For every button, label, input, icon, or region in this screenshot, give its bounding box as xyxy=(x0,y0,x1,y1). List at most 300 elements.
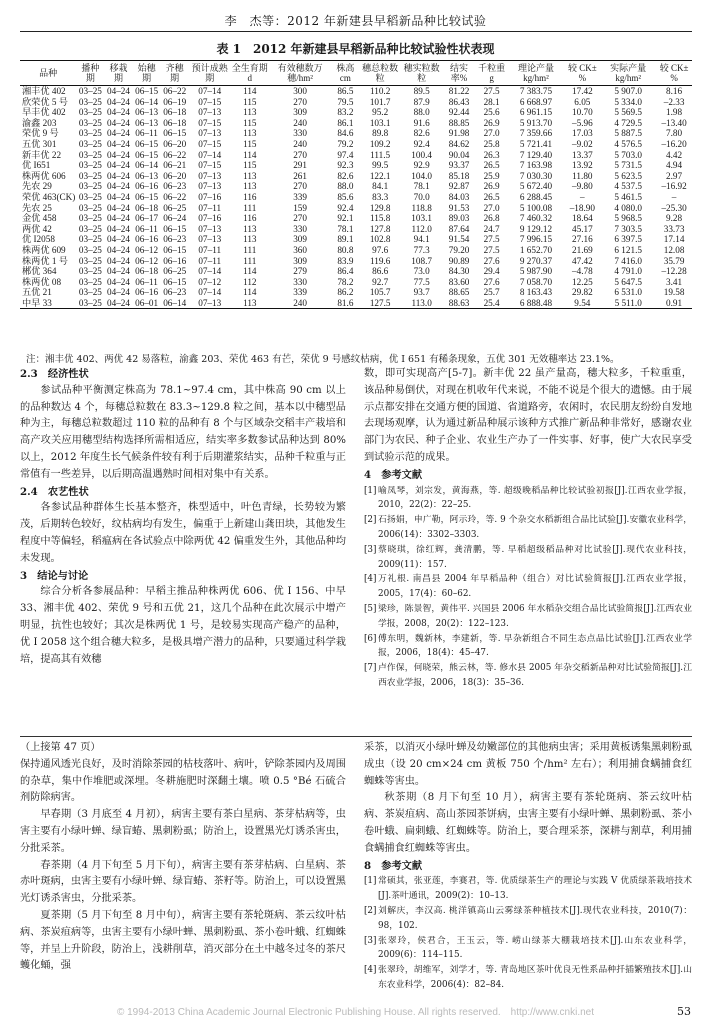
table-cell: 4 576.5 xyxy=(614,138,642,149)
table-cell: 27.0 xyxy=(483,128,500,139)
table-cell: 6 397.5 xyxy=(614,234,642,245)
table-cell: 92.7 xyxy=(372,276,389,287)
table-cell: 06–16 xyxy=(135,181,159,192)
table-cell: –16.92 xyxy=(661,181,687,192)
table-row xyxy=(20,160,692,171)
table-cell: 5 887.5 xyxy=(614,128,642,139)
table-cell: 87.64 xyxy=(448,223,470,234)
table-cell: 115 xyxy=(243,160,257,171)
table-cell: 07–12 xyxy=(198,276,222,287)
table-cell: 6 531.0 xyxy=(614,287,642,298)
table-cell: 261 xyxy=(293,170,307,181)
table-cell: 07–11 xyxy=(198,255,222,266)
table-cell: 4.94 xyxy=(666,160,683,171)
continued-from-label: （上接第 47 页） xyxy=(20,742,101,753)
table-cell: 118.8 xyxy=(411,202,432,213)
table-cell: 06–15 xyxy=(135,149,159,160)
table-row xyxy=(20,139,692,150)
table-cell: 06–11 xyxy=(135,128,158,139)
table-cell: 270 xyxy=(293,149,307,160)
table-cell: 04–24 xyxy=(107,213,130,224)
table-cell: 06–15 xyxy=(135,86,159,96)
variety-cell: 五优 301 xyxy=(22,138,57,149)
table-cell: 13.92 xyxy=(572,160,593,171)
table-cell: 113 xyxy=(243,128,257,139)
table-cell: 27.5 xyxy=(483,244,500,255)
reference-text: 张翠玲，侯君合，王玉云，等. 崂山绿茶大棚栽培技术[J].山东农业科学，2009(6)：114–115. xyxy=(378,935,692,961)
table-cell: 07–13 xyxy=(198,181,222,192)
reference-text: 刘解庆，李汉高. 桃洋镇高山云雾绿茶种植技术[J].现代农业科技，2010(7)：98，102. xyxy=(378,905,692,931)
reference-number: [6] xyxy=(364,633,377,644)
reference-text: 梁珍，陈景智，黄伟平. 兴国县 2006 年水稻杂交组合品比试验简报[J].江西农业学报，2008，20(2)：122–123. xyxy=(378,603,692,629)
table-cell: 25.6 xyxy=(483,107,500,118)
table-cell: 07–16 xyxy=(198,213,222,224)
table-cell: 03–25 xyxy=(78,202,102,213)
table-cell: 113.0 xyxy=(401,298,442,309)
reference-item xyxy=(364,661,692,691)
table-cell: 92.87 xyxy=(448,181,470,192)
tea-text-4: 夏茶期（5 月下旬至 8 月中旬），病害主要有茶轮斑病、茶云纹叶枯病、茶炭疽病等，虫害主要有小绿叶蝉、黑刺粉虱、茶小卷叶蛾、红蜘蛛等，并呈上升阶段，防治上，浅耕削草，消灭部分在土中越冬过冬的茶尺蠖化蛹，强 xyxy=(20,909,346,972)
table-cell: 06–22 xyxy=(163,86,187,96)
table-cell: 1 652.70 xyxy=(519,244,553,255)
table-cell: 06–17 xyxy=(135,213,159,224)
reference-text: 喻凤琴，刘宗发，黄海燕，等. 超级晚稻品种比较试验初报[J].江西农业学报，2010，22(2)：22–25. xyxy=(378,485,692,511)
table-cell: 35.79 xyxy=(663,255,685,266)
table-cell: 78.2 xyxy=(337,276,354,287)
variety-cell: 新丰优 22 xyxy=(22,149,62,160)
table-cell: –18.90 xyxy=(569,202,595,213)
references-list-2 xyxy=(364,874,692,992)
table-cell: 06–15 xyxy=(135,191,159,202)
table-row xyxy=(20,97,692,108)
table-cell: 89.1 xyxy=(337,234,354,245)
table-row xyxy=(20,107,692,118)
table-cell: 81.22 xyxy=(448,86,470,96)
table-cell: 122.1 xyxy=(369,170,391,181)
table-cell: 04–24 xyxy=(107,287,130,298)
variety-cell: 株两优 606 xyxy=(22,170,66,181)
table-cell: 240 xyxy=(293,138,307,149)
table-cell: 06–20 xyxy=(163,138,187,149)
table-cell: 04–24 xyxy=(107,223,130,234)
table-cell: 06–01 xyxy=(133,298,161,309)
table-cell: 77.5 xyxy=(413,276,430,287)
table-cell: 06–25 xyxy=(163,266,187,277)
table-cell: 87.9 xyxy=(413,96,430,107)
variety-cell: 渝鑫 203 xyxy=(22,117,57,128)
table-cell: 240 xyxy=(269,298,332,309)
table-cell: 04–24 xyxy=(107,138,130,149)
table-cell: 04–24 xyxy=(107,191,130,202)
table-cell: 83.2 xyxy=(337,107,354,118)
table-cell: 03–25 xyxy=(78,255,102,266)
table-cell: –2.33 xyxy=(663,96,685,107)
table-cell: – xyxy=(580,191,585,202)
variety-cell: 先农 29 xyxy=(22,181,52,192)
table-cell: 89.5 xyxy=(413,86,430,96)
reference-item xyxy=(364,602,692,632)
table-cell: 7 996.15 xyxy=(519,234,553,245)
table-cell: 13.37 xyxy=(572,149,593,160)
table-cell: 83.3 xyxy=(372,191,389,202)
trial-data-table xyxy=(20,60,692,309)
table-cell: 270 xyxy=(293,213,307,224)
table-cell: 110.2 xyxy=(369,86,391,96)
table-cell: 17.03 xyxy=(572,128,593,139)
table-cell: 91.53 xyxy=(448,202,470,213)
table-cell: 115 xyxy=(243,117,257,128)
table-cell: 04–24 xyxy=(107,149,130,160)
table-cell: 84.03 xyxy=(448,191,470,202)
column-header: 实际产量kg/hm² xyxy=(600,61,656,86)
table-cell: 45.17 xyxy=(572,223,593,234)
table-cell: 5 623.5 xyxy=(614,170,642,181)
table-cell: 24.7 xyxy=(483,223,500,234)
table-cell: 06–14 xyxy=(135,96,159,107)
table-cell: 03–25 xyxy=(78,170,102,181)
column-header: 全生育期 d xyxy=(231,61,269,86)
table-cell: 25.7 xyxy=(483,287,500,298)
table-cell: 103.1 xyxy=(369,117,391,128)
table-cell: 101.7 xyxy=(369,96,391,107)
variety-cell: 株两优 1 号 xyxy=(22,255,68,266)
table-cell: – xyxy=(671,191,677,202)
reference-number: [4] xyxy=(364,574,377,585)
table-cell: –4.78 xyxy=(572,266,593,277)
table-cell: 92.3 xyxy=(337,160,354,171)
reference-text: 万礼根. 南昌县 2004 年早稻品种（组合）对比试验简报[J].江西农业学报，2005，17(4)：60–62. xyxy=(378,574,692,600)
table-cell: 7 359.66 xyxy=(519,128,553,139)
table-cell: 92.1 xyxy=(337,213,354,224)
table-row xyxy=(20,266,692,277)
table-cell: 129.8 xyxy=(369,202,391,213)
table-cell: 04–24 xyxy=(107,107,130,118)
table-cell: 06–23 xyxy=(163,234,187,245)
table-cell: 6 668.97 xyxy=(519,96,553,107)
column-header: 预计成熟期 xyxy=(189,61,231,86)
table-cell: 06–15 xyxy=(163,128,187,139)
table-cell: 109.2 xyxy=(369,138,391,149)
article-divider xyxy=(20,736,692,737)
table-cell: 07–11 xyxy=(198,202,222,213)
table-cell: 33.73 xyxy=(663,223,685,234)
tea-text-3: 春茶期（4 月下旬至 5 月下旬），病害主要有茶芽枯病、白星病、茶赤叶斑病，虫害主要有小绿叶蝉、绿盲蝽、茶籽等。防治上，可以设置黑光灯诱杀害虫，分批采茶。 xyxy=(20,859,346,905)
table-cell: 12.25 xyxy=(572,276,593,287)
table-row xyxy=(20,150,692,161)
table-cell: 04–24 xyxy=(107,202,130,213)
table-cell: 113 xyxy=(231,298,269,309)
table-cell: 6 961.15 xyxy=(519,107,553,118)
table-cell: 27.5 xyxy=(483,234,500,245)
tea-text-2: 早春期（3 月底至 4 月初），病害主要有茶白星病、茶芽枯病等，虫害主要有小绿叶蝉、绿盲蝽、黑刺粉虱；防治上，设置黑光灯诱杀害虫，分批采茶。 xyxy=(20,809,346,854)
table-row xyxy=(20,287,692,298)
table-cell: 115.8 xyxy=(369,213,391,224)
table-cell: 4.42 xyxy=(666,149,683,160)
table-cell: 27.6 xyxy=(483,276,500,287)
table-cell: 114 xyxy=(243,86,257,96)
column-header: 播种期 xyxy=(76,61,104,86)
table-cell: 04–24 xyxy=(107,170,130,181)
table-cell: 07–15 xyxy=(198,138,222,149)
table-cell: 8 163.43 xyxy=(519,287,553,298)
column-header: 齐穗期 xyxy=(161,61,189,86)
table-cell: 47.42 xyxy=(572,255,593,266)
column-header: 较 CK±% xyxy=(656,61,692,86)
table-cell: 7.80 xyxy=(666,128,683,139)
references-list xyxy=(364,484,692,691)
table-note: 注：湘丰优 402、两优 42 易落粒，渝鑫 203、荣优 463 有芒，荣优 9 号感纹枯病，优 I 651 有稀条现象，五优 301 无效穗率达 23.1%。 xyxy=(26,354,620,365)
table-cell: 07–14 xyxy=(198,287,222,298)
table-cell: 29.82 xyxy=(572,287,593,298)
table-cell: 04–24 xyxy=(107,276,130,287)
section-2-3-title: 2.3 经济性状 xyxy=(20,368,89,380)
table-cell: 309 xyxy=(293,234,307,245)
table-cell: 127.8 xyxy=(369,223,391,234)
table-row xyxy=(20,171,692,182)
reference-number: [2] xyxy=(364,905,377,916)
table-cell: 92.4 xyxy=(337,202,354,213)
table-cell: 119.6 xyxy=(369,255,391,266)
column-header: 穗总粒数粒 xyxy=(359,61,400,86)
table-cell: 19.58 xyxy=(663,287,685,298)
table-row xyxy=(20,298,692,309)
table-cell: 270 xyxy=(293,96,307,107)
table-cell: 88.0 xyxy=(337,181,354,192)
table-cell: 127.5 xyxy=(359,298,400,309)
table-cell: 06–15 xyxy=(163,276,187,287)
reference-number: [7] xyxy=(364,663,377,674)
column-header: 穗实粒数粒 xyxy=(401,61,442,86)
table-cell: 06–22 xyxy=(163,149,187,160)
table-cell: 11.80 xyxy=(572,170,593,181)
table-cell: 97.6 xyxy=(372,244,389,255)
table-cell: 80.8 xyxy=(337,244,354,255)
table-cell: 330 xyxy=(293,276,307,287)
column-header: 移栽期 xyxy=(104,61,132,86)
table-cell: 06–18 xyxy=(163,117,187,128)
table-cell: 116 xyxy=(243,191,257,202)
table-cell: 04–24 xyxy=(107,244,130,255)
table-cell: 9 129.12 xyxy=(519,223,553,234)
reference-text: 石扬娟，申广勒，阿示玲，等. 9 个杂交水稻新组合品比试验[J].安徽农业科学，2006(14)：3302–3303. xyxy=(378,515,692,540)
table-cell: 360 xyxy=(293,244,307,255)
table-cell: 06–15 xyxy=(135,138,159,149)
table-cell: 82.6 xyxy=(413,128,430,139)
table-cell: 07–16 xyxy=(198,191,222,202)
table-cell: 70.0 xyxy=(413,191,430,202)
table-cell: 86.43 xyxy=(448,96,470,107)
table-cell: 07–13 xyxy=(198,234,222,245)
watermark: © 1994-2013 China Academic Journal Electronic Publishing House. All rights reserved. http://www.cnki.net xyxy=(116,1007,595,1018)
table-cell: 77.3 xyxy=(413,244,430,255)
table-cell: 0.91 xyxy=(656,298,692,309)
table-cell: 03–25 xyxy=(78,266,102,277)
section-2-4-text: 各参试品种群体生长基本整齐，株型适中，叶色青绿，长势较为繁茂，后期转色较好，纹枯病均有发生，偏重于上新建山龚田块，其他发生程度中等偏轻，稻瘟病在各试验点中除两优 42 偏重发生外，其他品种均未发现。 xyxy=(20,502,346,564)
table-cell: 21.69 xyxy=(572,244,593,255)
table-cell: 7 383.75 xyxy=(519,86,553,96)
table-cell: 7 129.40 xyxy=(519,149,553,160)
table-cell: –9.80 xyxy=(572,181,593,192)
table-cell: 5 100.08 xyxy=(519,202,553,213)
variety-cell: 先农 25 xyxy=(22,202,52,213)
table-cell: 9 270.37 xyxy=(519,255,553,266)
column-header: 千粒重 g xyxy=(476,61,508,86)
table-cell: 330 xyxy=(293,223,307,234)
table-cell: 06–18 xyxy=(135,266,159,277)
reference-text: 常硕其，张亚莲，李赛君，等. 优质绿茶生产的理论与实践 V 优质绿茶栽培技术[J].茶叶通讯，2009(2)：10–13. xyxy=(378,876,692,902)
reference-item xyxy=(364,963,692,993)
table-cell: 06–11 xyxy=(135,276,158,287)
table-cell: 04–24 xyxy=(107,128,130,139)
table-cell: 04–24 xyxy=(107,86,130,96)
table-cell: 4 729.5 xyxy=(614,117,642,128)
table-cell: 111 xyxy=(243,244,257,255)
table-cell: 04–24 xyxy=(107,181,130,192)
table-cell: 89.03 xyxy=(448,213,470,224)
table-cell: 91.54 xyxy=(448,234,470,245)
table-cell: 78.1 xyxy=(413,181,430,192)
table-cell: 83.9 xyxy=(337,255,354,266)
table-cell: 29.4 xyxy=(483,266,500,277)
tea-text-1: 保持通风透光良好，及时消除茶园的枯枝落叶、病叶，铲除茶园内及周围的杂草，集中作堆肥或深埋。冬耕施肥时深翻土壤。喷 0.5 °Bé 石硫合剂防除病害。 xyxy=(20,758,346,804)
table-cell: 84.1 xyxy=(372,181,389,192)
table-cell: 5 647.5 xyxy=(614,276,642,287)
table-cell: 06–14 xyxy=(135,160,159,171)
reference-text: 张翠玲，胡维军，刘学才，等. 青岛地区茶叶优良无性系品种扦插繁殖技术[J].山东农业科学，2006(4)：82–84. xyxy=(378,965,692,990)
table-cell: 92.9 xyxy=(413,160,430,171)
column-header: 始穗期 xyxy=(133,61,161,86)
table-cell: 07–11 xyxy=(198,244,222,255)
table-cell: 84.6 xyxy=(337,128,354,139)
table-cell: 4 791.0 xyxy=(614,266,642,277)
table-cell: 73.0 xyxy=(413,266,430,277)
tea-text-5: 采茶，以消灭小绿叶蝉及幼嫩部位的其他病虫害；采用黄板诱集黑刺粉虱成虫（设 20 cm×24 cm 黄板 750 个/hm² 左右）；利用捕食螨捕食红蜘蛛等害虫。 xyxy=(364,742,692,787)
table-cell: 114 xyxy=(243,149,257,160)
table-cell: 6 121.5 xyxy=(614,244,642,255)
table-cell: 07–13 xyxy=(198,107,222,118)
table-cell: 108.7 xyxy=(411,255,432,266)
variety-cell: 株两优 08 xyxy=(22,276,62,287)
table-cell: 04–24 xyxy=(107,160,130,171)
section-2-4-title: 2.4 农艺性状 xyxy=(20,485,89,498)
column-header: 理论产量kg/hm² xyxy=(507,61,564,86)
column-header: 较 CK±% xyxy=(564,61,600,86)
table-cell: 113 xyxy=(243,223,257,234)
variety-cell: 欣荣优 5 号 xyxy=(22,96,68,107)
table-cell: 03–25 xyxy=(78,276,102,287)
table-cell: 06–21 xyxy=(163,160,187,171)
variety-cell: 株两优 609 xyxy=(22,244,66,255)
table-cell: 79.20 xyxy=(448,244,470,255)
column-header: 有效穗数万穗/hm² xyxy=(269,61,332,86)
reference-number: [1] xyxy=(364,485,377,496)
table-cell: 18.64 xyxy=(572,213,593,224)
table-cell: 7 058.70 xyxy=(519,276,553,287)
table-cell: 112.0 xyxy=(411,223,432,234)
table-cell: 1.98 xyxy=(666,107,683,118)
table-cell: 03–25 xyxy=(78,138,102,149)
section-2-3-text: 参试品种平衡测定株高为 78.1~97.4 cm，其中株高 90 cm 以上的品种数达 4 个，每穗总粒数在 83.3~129.8 粒之间，基本以中穗型品种为主，每穗总粒数超过 110 粒的品种有 8 个与区域杂交稻丰产栽培和高产攻关应用穗型结构选择所需相适应，结实率多数参试品种达到 80%以上，2012 年度生长气候条件较有利于后期灌浆结实，品种千粒重与正常值有一些差异，以后期高温遇熟时间相对集中有关系。 xyxy=(20,384,346,480)
table-row xyxy=(20,213,692,224)
table-cell: 03–25 xyxy=(78,160,102,171)
table-cell: 90.04 xyxy=(448,149,470,160)
table-cell: 26.9 xyxy=(483,181,500,192)
table-cell: 27.5 xyxy=(483,86,500,96)
table-cell: 17.42 xyxy=(572,86,593,96)
table-cell: 07–14 xyxy=(198,149,222,160)
table-cell: 4 080.0 xyxy=(614,202,642,213)
table-cell: 03–25 xyxy=(78,191,102,202)
table-cell: 03–25 xyxy=(78,244,102,255)
table-cell: 93.37 xyxy=(448,160,470,171)
table-cell: 339 xyxy=(293,287,307,298)
table-cell: 07–14 xyxy=(198,86,222,96)
table-cell: 2.97 xyxy=(666,170,683,181)
table-cell: 06–13 xyxy=(135,117,159,128)
table-cell: 27.6 xyxy=(483,255,500,266)
table-cell: 114 xyxy=(243,287,257,298)
table-cell: 07–15 xyxy=(198,117,222,128)
table-cell: 330 xyxy=(293,128,307,139)
table-cell: 4 537.5 xyxy=(614,181,642,192)
table-cell: 279 xyxy=(293,266,307,277)
continued-text: 数，即可实现高产[5-7]。新丰优 22 虽产量高，穗大粒多，千粒重重，该品种易倒伏，对现在机收年代来说，不能不说是个很大的遗憾。由于展示点都安排在交通方便的国道、省道路旁，农闲时，农民朋友纷纷自发地去现场观摩，认为通过新品种展示该种方式推广新品种非常好，感谢农业部门为农民、种子企业、农业生产办了一件实事、好事，使广大农民享受到试验示范的成果。 xyxy=(364,368,692,463)
table-cell: 79.2 xyxy=(337,138,354,149)
section-3-text: 综合分析各参展品种：早稻主推品种株两优 606、优 I 156、中早 33、湘丰优 402、荣优 9 号和五优 21，这几个品种在此次展示中增产明显，抗性也较好；其次是株两优 1 号，是较易实现高产稳产的品种，优 I 2058 这个组合穗大粒多，是极具增产潜力的品种，只要通过科学栽培，提高其有效穗 xyxy=(20,586,346,665)
table-cell: 85.18 xyxy=(448,170,470,181)
table-cell: 309 xyxy=(293,107,307,118)
running-header: 李 杰等：2012 年新建县早稻新品种比较试验 xyxy=(224,14,487,28)
table-cell: 84.30 xyxy=(448,266,470,277)
table-cell: 114 xyxy=(243,266,257,277)
table-cell: 113 xyxy=(243,107,257,118)
references-title: 4 参考文献 xyxy=(364,468,423,481)
table-cell: 07–15 xyxy=(198,160,222,171)
table-cell: 5 334.0 xyxy=(614,96,642,107)
table-cell: 113 xyxy=(243,170,257,181)
table-cell: 6 288.45 xyxy=(519,191,553,202)
reference-item xyxy=(364,632,692,662)
table-cell: 94.1 xyxy=(413,234,430,245)
table-cell: –5.96 xyxy=(572,117,593,128)
variety-cell: 优 I2058 xyxy=(22,234,55,245)
table-cell: 06–19 xyxy=(163,96,187,107)
table-cell: 104.0 xyxy=(411,170,432,181)
table-row xyxy=(20,192,692,203)
table-cell: 6.05 xyxy=(574,96,591,107)
reference-number: [3] xyxy=(364,935,377,946)
reference-number: [1] xyxy=(364,876,377,887)
table-cell: 159 xyxy=(293,202,307,213)
table-cell: 06–11 xyxy=(135,223,158,234)
reference-item xyxy=(364,874,692,904)
table-cell: 78.1 xyxy=(337,223,354,234)
table-cell: 27.16 xyxy=(572,234,593,245)
variety-cell: 五优 21 xyxy=(22,287,52,298)
table-cell: 03–25 xyxy=(78,287,102,298)
table-cell: 9.28 xyxy=(666,213,683,224)
table-cell: 06–15 xyxy=(163,223,187,234)
table-row xyxy=(20,128,692,139)
table-cell: 03–25 xyxy=(78,181,102,192)
table-cell: 240 xyxy=(293,117,307,128)
table-cell: 03–25 xyxy=(78,128,102,139)
table-cell: 7 460.32 xyxy=(519,213,553,224)
table-cell: 5 913.70 xyxy=(519,117,553,128)
table-cell: 8.16 xyxy=(666,86,683,96)
table-cell: 07–13 xyxy=(198,170,222,181)
table-cell: 111 xyxy=(243,255,257,266)
